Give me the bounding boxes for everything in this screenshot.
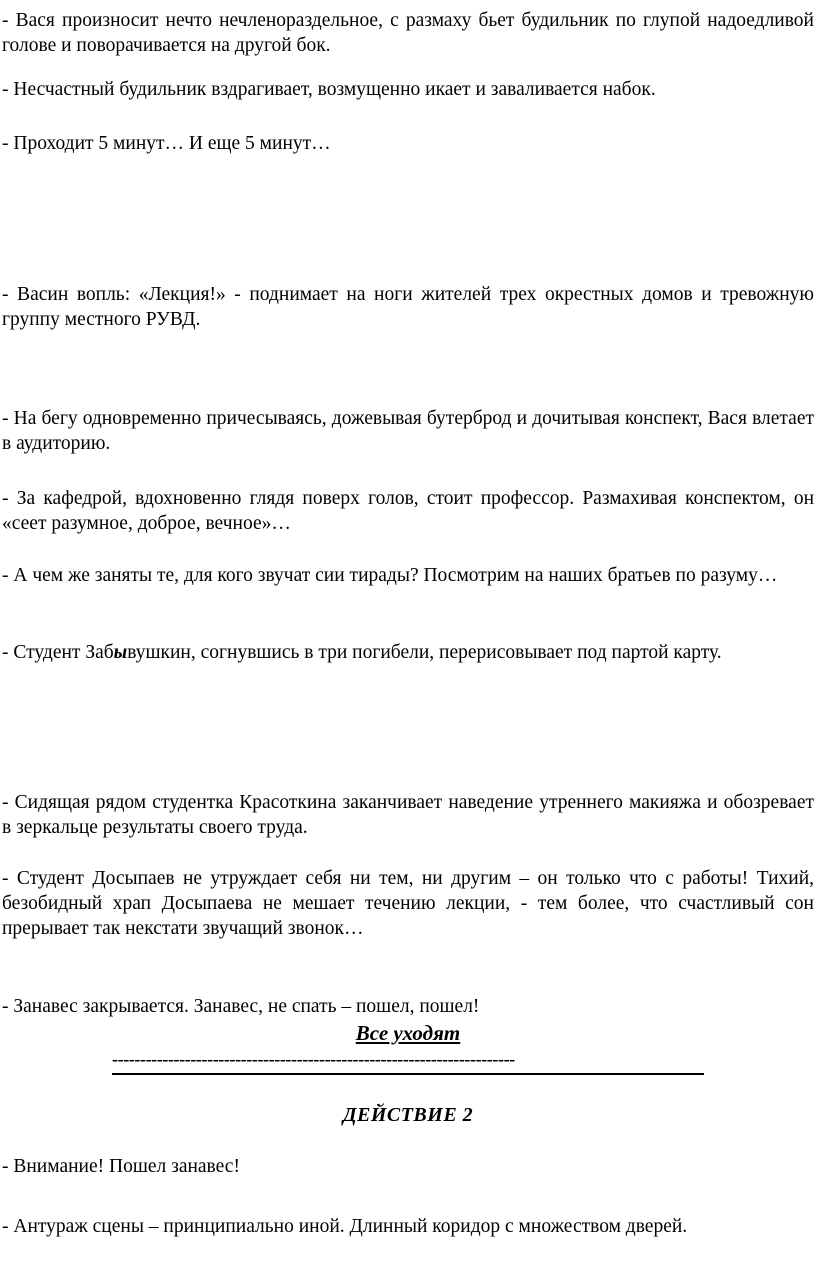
paragraph-lecture-shout: - Васин вопль: «Лекция!» - поднимает на ноги жителей трех окрестных домов и тревожную группу местного РУВД. — [2, 284, 814, 330]
act-heading — [0, 1101, 816, 1130]
exit-line-text: Все уходят — [355, 1021, 461, 1045]
separator-dashes: ------------------------------------------------------------------------ — [112, 1050, 515, 1069]
paragraph-dosypaev: - Студент Досыпаев не утруждает себя ни тем, ни другим – он только что с работы! Тихий, безобидный храп Досыпаева не мешает течению лекции, - тем более, что счастливый сон прерывает так некстати звучащий звонок… — [2, 868, 814, 939]
separator-underline — [112, 1073, 704, 1075]
act-heading-text: ДЕЙСТВИЕ 2 — [342, 1104, 474, 1126]
paragraph-zabyvushkin-end: вушкин, согнувшись в три погибели, перерисовывает под партой карту. — [127, 642, 722, 663]
paragraph-alarm-hit: - Вася произносит нечто нечленораздельное, с размаху бьет будильник по глупой надоедливой голове и поворачивается на другой бок. — [2, 10, 814, 56]
exit-line — [0, 1019, 816, 1049]
paragraph-krasotkina: - Сидящая рядом студентка Красоткина заканчивает наведение утреннего макияжа и обозревает в зеркальце результаты своего труда. — [2, 792, 814, 838]
paragraph-scene-setting: - Антураж сцены – принципиально иной. Длинный коридор с множеством дверей. — [2, 1216, 688, 1237]
paragraph-curtain-closes: - Занавес закрывается. Занавес, не спать – пошел, пошел! — [2, 996, 480, 1017]
paragraph-attention: - Внимание! Пошел занавес! — [2, 1156, 240, 1177]
paragraph-zabyvushkin-start: - Студент Заб — [2, 642, 114, 663]
paragraph-zabyvushkin — [2, 640, 814, 665]
paragraph-brothers: - А чем же заняты те, для кого звучат сии тирады? Посмотрим на наших братьев по разуму… — [2, 565, 778, 586]
paragraph-five-minutes: - Проходит 5 минут… И еще 5 минут… — [2, 133, 331, 154]
paragraph-alarm-falls: - Несчастный будильник вздрагивает, возмущенно икает и заваливается набок. — [2, 79, 656, 100]
stressed-letter: ы — [113, 642, 128, 663]
paragraph-running: - На бегу одновременно причесываясь, дожевывая бутерброд и дочитывая конспект, Вася влетает в аудиторию. — [2, 408, 814, 454]
paragraph-professor: - За кафедрой, вдохновенно глядя поверх голов, стоит профессор. Размахивая конспектом, он «сеет разумное, доброе, вечное»… — [2, 488, 814, 534]
